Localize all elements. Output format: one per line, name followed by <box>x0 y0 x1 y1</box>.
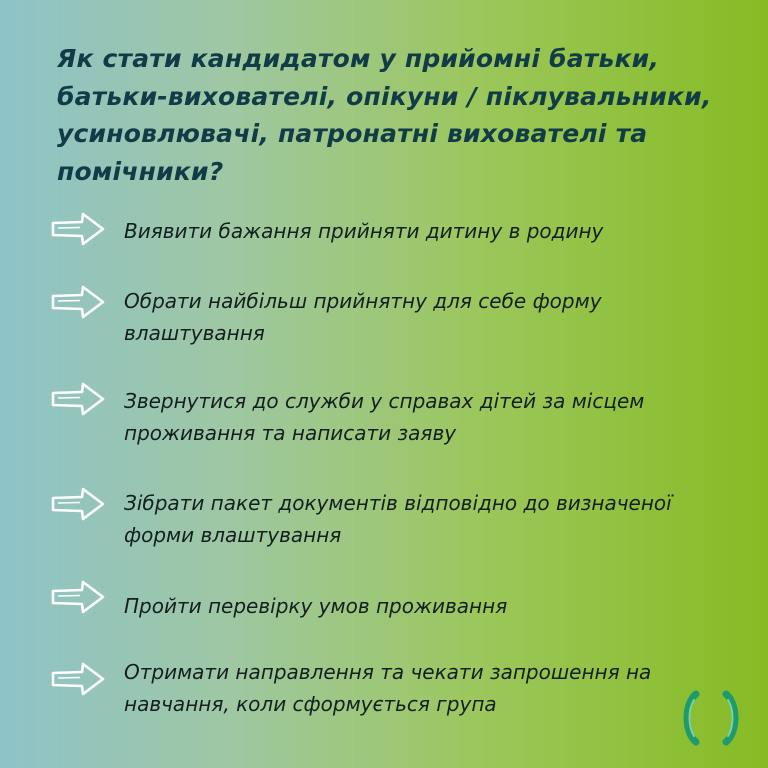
brackets-logo-icon <box>680 690 742 746</box>
step-text: Пройти перевірку умов проживання <box>124 594 508 618</box>
arrow-right-icon <box>50 578 106 616</box>
step-text: Обрати найбільш прийнятну для себе форму влаштування <box>124 289 602 345</box>
arrow-right-icon <box>50 283 106 321</box>
arrow-right-icon <box>50 660 106 698</box>
step-text: Звернутися до служби у справах дітей за місцем проживання та написати заяву <box>124 389 645 445</box>
page-title: Як стати кандидатом у прийомні батьки, батьки-вихователі, опікуни / піклувальники, усиновлювачі, патронатні вихователі та помічники? <box>57 44 712 186</box>
arrow-right-icon <box>50 485 106 523</box>
arrow-right-icon <box>50 380 106 418</box>
arrow-right-icon <box>50 210 106 248</box>
step-text: Зібрати пакет документів відповідно до визначеної форми влаштування <box>124 491 672 547</box>
step-text: Отримати направлення та чекати запрошення на навчання, коли сформується група <box>124 660 652 716</box>
step-text: Виявити бажання прийняти дитину в родину <box>124 219 604 243</box>
